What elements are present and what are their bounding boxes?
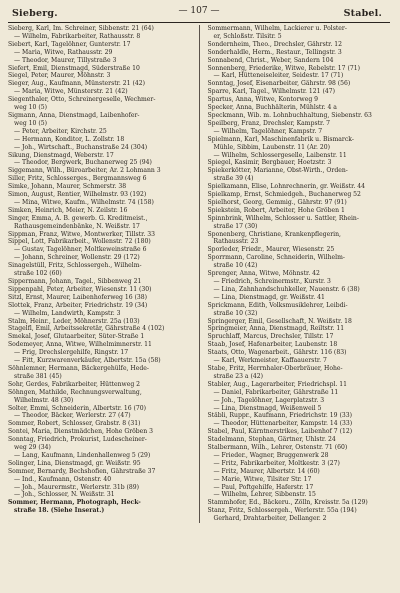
directory-entry: — Mina, Witwe, Kaufm., Wilhelmstr. 74 (158)	[14, 198, 154, 206]
directory-entry: Springerger, Emil, Gesellschaft, N. Weißstr. 18	[207, 317, 352, 325]
directory-entry: Stabel, Paul, Kärntnerstrikes, Laibenhof 7 (12)	[207, 428, 353, 436]
directory-entry: — Paul, Poftgehilfe, Haferstr. 17	[213, 483, 314, 491]
directory-entry: Rathausgemeindenbänke, N. Weißstr. 17	[14, 222, 140, 230]
header-rule	[8, 22, 390, 23]
directory-entry: Spielhorst, Georg, Gemmig., Gährstr. 97 (91)	[207, 198, 347, 206]
directory-entry: — Joh., Wirtschaft., Buchanstraße 24 (304)	[14, 143, 148, 151]
directory-entry: straße 102 (60)	[14, 270, 62, 278]
directory-entry: — Gustav, Tagelöhner, Moltkeweinstraße 6	[14, 246, 147, 254]
directory-entry: Gerhard, Drahtarbeiter, Dellanger. 2	[213, 515, 327, 523]
directory-entry: — Fitt, Kurzwarenverkäufer, Albertstr. 15a (58)	[14, 357, 161, 365]
directory-entry: Singer, Emma, A. B. gewerb. G. Kreditmeist.,	[8, 214, 148, 222]
directory-entry: Spielkamann, Elise, Lohnrechnerin, gr. Weißstr. 44	[207, 183, 365, 191]
directory-entry: Stadelmann, Stephan, Gärtner, Uhlstr. 24	[207, 436, 336, 444]
directory-entry: Spiegel, Kasimir, Bergbauer, Hoetzstr. 3	[207, 159, 332, 167]
directory-entry: Staab, Josef, Hafenarbeiter, Laubenstr. 18	[207, 341, 338, 349]
directory-entry: — Wilhelm, Fabrikarbeiter, Rathausstr. 8	[14, 32, 141, 40]
column-divider	[199, 25, 200, 523]
directory-entry: Sodemeyer, Anna, Witwe, Wilhelmimnerstr. 11	[8, 341, 152, 349]
directory-entry: — Maria, Witwe, Rathausstr. 29	[14, 48, 113, 56]
directory-entry: Sonntag, Friedrich, Prokurist, Ludescheiner-	[8, 436, 147, 444]
directory-entry: Sommermann, Wilhelm, Lackierer u. Polster-	[207, 25, 347, 32]
directory-entry: Spiekerkötter, Marianne, Obst-Wirth., Orden-	[207, 167, 348, 175]
directory-entry: Siegel, Peter, Maurer, Möhnstr. 3	[8, 72, 111, 80]
directory-entry: Sonntag, Josef, Eisenarbeiter, Gährstr. 98 (56)	[207, 80, 351, 88]
directory-entry: straße 381 (45)	[14, 372, 62, 380]
directory-entry: Sontei, Maria, Dienstmädchen, Hohe Gröben 3	[8, 428, 154, 436]
directory-entry: Solter, Emmi, Schneiderin, Albertstr. 16 (70)	[8, 404, 147, 412]
directory-entry: — Theodor, Hüttenarbeiter, Kampstr. 14 (33)	[213, 420, 353, 428]
directory-entry: Siebert, Karl, Tagelöhner, Gunterstr. 17	[8, 40, 131, 48]
directory-entry: Söhngen, Mathilde, Rechnungsverwaltung,	[8, 388, 142, 396]
directory-entry: Sporleder, Friedr., Maurer, Wiesenstr. 25	[207, 246, 335, 254]
directory-entry: — Daniel, Fabrikarbeiter, Gährstraße 11	[213, 388, 339, 396]
left-running-head: Sieberg.	[12, 8, 58, 19]
directory-entry: Söhnlemner, Hermann, Bäckergehülfe, Hede-	[8, 364, 149, 372]
directory-entry: Slottek, Franz, Arbeiter, Friedrichstr. 19 (34)	[8, 301, 148, 309]
directory-entry: Simken, Heinrich, Meier, N. Zeilstr. 16	[8, 206, 128, 214]
directory-entry: Sporrmann, Caroline, Schneiderin, Wilhelm-	[207, 254, 345, 262]
directory-entry: Stäbli, Ruppr., Kaufmann, Friedrichstr. 19 (33)	[207, 412, 352, 420]
directory-entry: — Friedrich, Schreinermstr., Kurstr. 3	[213, 278, 331, 285]
directory-entry: straße 23 a (42)	[213, 372, 264, 380]
directory-entry: Staats, Otto, Wagenarbeit., Gährstr. 116 (83)	[207, 349, 347, 357]
directory-entry: Sponenberg, Christiane, Krankenpflegerin,	[207, 230, 341, 238]
directory-entry: Spielkamp, Ernst, Schmiedgeh., Buchanerweg 52	[207, 191, 361, 199]
directory-entry: Sippenpahl, Peter, Arbeiter, Wiesenstr. 11 (30)	[8, 285, 152, 293]
page-header	[8, 6, 390, 20]
directory-entry: Simke, Johann, Maurer, Schmerstr. 38	[8, 183, 127, 191]
directory-entry: — Lina, Dienstmagd, Weißenweil 5	[213, 404, 322, 412]
directory-entry: — Wilhelm, Lehrer, Sibbenstr. 15	[213, 491, 316, 499]
directory-entry: Siggemann, Wilh., Büroarbeiter, Ar. 2 Lohmann 3	[8, 167, 161, 175]
directory-entry: — Joh., Maurermstr., Werlerstr. 31b (89)	[14, 483, 140, 491]
directory-entry: Siller, Fritz, Schlosserges., Bergmannsweg 6	[8, 175, 147, 183]
directory-entry: Wilhelmstr. 48 (30)	[14, 396, 74, 404]
directory-entry: — Peter, Arbeiter, Kirchstr. 25	[14, 127, 107, 135]
directory-entry: Rathausstr. 23	[213, 238, 259, 246]
directory-entry: Simon, August, Rentier, Wilhelmstr. 93 (192)	[8, 191, 147, 199]
directory-entry: — Theodor, Bäcker, Werlerstr. 27 (47)	[14, 412, 131, 420]
directory-entry: Solinger, Lina, Dienstmagd, gr. Weißstr. 95	[8, 459, 141, 467]
directory-entry: — Theodor, Bergwerk, Buchanerweg 25 (94)	[14, 159, 152, 167]
directory-entry: — Karl, Hütteneiseleiter, Seidestr. 17 (71)	[213, 72, 344, 80]
directory-entry: Sinagelstüll, Fritz, Schlossergeh., Wilhelm-	[8, 262, 142, 270]
directory-entry: Siefert, Emil, Dienstmagd, Süderstraße 10	[8, 64, 140, 72]
directory-entry: — Johann, Schreiner, Wollenstr. 29 (172)	[14, 254, 140, 262]
directory-entry: Sonnabend, Christ., Weber, Sandern 104	[207, 56, 334, 64]
directory-entry: Sohr, Gerdes, Fabrikarbeiter, Hüttenweg 2	[8, 380, 141, 388]
directory-entry: Stabe, Fritz, Herrnhaler-Oberbräuer, Hohe-	[207, 364, 343, 372]
directory-entry: Sprenger, Anna, Witwe, Möhnstr. 42	[207, 270, 320, 278]
left-column	[8, 25, 191, 523]
directory-entry: Stalm, Heinr., Leder, Möhnerstr. 25a (103)	[8, 317, 140, 325]
directory-entry: straße 17 (30)	[213, 222, 258, 230]
directory-entry: Specker, Anna, Buchhälterin, Mühlstr. 4 a	[207, 104, 337, 112]
directory-entry: Sonnenberg, Friederike, Witwe, Rebelstr. 17 (71)	[207, 64, 360, 72]
directory-entry: straße 10 (42)	[213, 262, 258, 270]
directory-entry: Sommer, Bernardy, Bechshofien, Gährstraße 37	[8, 467, 156, 475]
directory-entry: straße 39 (4)	[213, 175, 254, 183]
directory-entry: — Lang, Kaufmann, Lindenhallenweg 5 (29)	[14, 451, 151, 459]
directory-entry: Siegenthaler, Otto, Schreinergeselle, Wechmer-	[8, 96, 156, 104]
directory-entry: — Fritz, Maurer, Albertstr. 14 (60)	[213, 467, 320, 475]
directory-entry: Spinnbrink, Wilhelm, Schlosser u. Sattler, Rhein-	[207, 214, 359, 222]
directory-entry: — Joh., Schlosser, N. Weißstr. 31	[14, 491, 115, 499]
directory-entry: — Lina, Zahnhandschuhkeller, Nauenstr. 6 (38)	[213, 285, 360, 293]
directory-entry: Sigmann, Anna, Dienstmagd, Laibenhofer-	[8, 111, 140, 119]
directory-entry: Sommer, Hermann, Photograph, Heck-	[8, 499, 141, 507]
directory-entry: Stabler, Aug., Lagerarbeiter, Friedrichspl. 11	[207, 380, 348, 388]
directory-entry: — Ind., Kaufmann, Ostenstr. 40	[14, 475, 112, 483]
directory-entry: Sippermann, Johann, Tagel., Sibbenweg 21	[8, 278, 142, 285]
directory-entry: Sparre, Karl, Tagel., Wilhelmstr. 121 (47)	[207, 88, 336, 96]
directory-entry: — Maria, Witwe, Münsterstr. 21 (42)	[14, 88, 128, 96]
directory-entry: Stalbermann, Wilh., Lehrer, Ostenstr. 71 (60)	[207, 444, 348, 452]
directory-entry: — Wilhelm, Schlossergeselle, Laibenstr. 11	[213, 151, 347, 159]
directory-entry: Spielmann, Karl, Maschinenfabrik u. Bismarck-	[207, 135, 354, 143]
directory-entry: weg 10 (5)	[14, 104, 47, 112]
directory-entry: Sonderhaldle, Herm., Restaur., Tellingstr. 3	[207, 48, 342, 56]
directory-entry: — Frieder., Wagner, Bruggenwerk 28	[213, 451, 329, 459]
directory-entry: Spiekstein, Robert, Arbeiter, Hohe Gröben 1	[207, 206, 345, 214]
directory-entry: Sikung, Dienstmagd, Weberstr. 17	[8, 151, 114, 159]
directory-entry: — Theodor, Maurer, Tillystraße 3	[14, 56, 117, 64]
directory-entry: — Lina, Dienstmagd, gr. Weißstr. 41	[213, 293, 325, 301]
directory-entry: — Frig, Drechslergehilfe, Ringstr. 17	[14, 349, 129, 357]
directory-entry: Sippman, Franz, Witwe, Montwerker, Tillstr. 33	[8, 230, 155, 238]
directory-entry: Sitzl, Ernst, Maurer, Laibenhoferweg 16 (38)	[8, 293, 148, 301]
directory-entry: weg 29 (34)	[14, 444, 51, 452]
directory-entry: — Fritz, Fabrikarbeiter, Moltkestr. 3 (27)	[213, 459, 340, 467]
directory-entry: Sondernheim, Theo., Drechsler, Gährstr. 12	[207, 40, 343, 48]
directory-entry: Stagelfl, Emil, Arbeitssekretär, Gährstraße 4 (102)	[8, 325, 165, 333]
directory-entry: Spruchlaff, Marcus, Drechsler, Tillstr. 17	[207, 333, 334, 341]
page-number: — 107 —	[178, 6, 220, 16]
directory-entry: — Karl, Werkmeister, Kaffaauerstr. 7	[213, 357, 327, 365]
directory-entry: Mühle, Sibbim, Laubenstr. 11 (Ar. 20)	[213, 143, 330, 151]
directory-entry: Sprickmann, Edith, Volksmusiklehrer, Leibdi-	[207, 301, 348, 309]
right-running-head: Stabel.	[343, 8, 382, 19]
directory-entry: Sieger, Aug., Kaufmann, Münsterstr. 21 (42)	[8, 80, 145, 88]
directory-entry: straße 18. (Siehe Inserat.)	[14, 507, 105, 515]
directory-entry: Sippel, Lott, Fabrikarbeit., Wollenstr. 72 (180)	[8, 238, 151, 246]
directory-entry: — Wilhelm, Landwirth, Kampstr. 3	[14, 309, 121, 317]
columns	[8, 25, 390, 523]
directory-entry: Sommer, Robert, Schlosser, Grabstr. 8 (31)	[8, 420, 141, 428]
directory-entry: — Marie, Witwe, Tilsiter Str. 17	[213, 475, 312, 483]
directory-entry: Stanz, Fritz, Schlossergeh., Werlerstr. 55a (194)	[207, 507, 357, 515]
directory-entry: straße 10 (32)	[213, 309, 258, 317]
directory-entry: Speilberg, Franz, Drechsler, Kampstr. 7	[207, 119, 331, 127]
directory-entry: Sieberg, Karl, Im. Schreiner, Sibbenstr. 21 (64)	[8, 25, 154, 32]
directory-entry: — Wilhelm, Tagelöhner, Kampstr. 7	[213, 127, 323, 135]
directory-entry: Springmeier, Anna, Dienstmagd, Reiltstr. 11	[207, 325, 345, 333]
directory-entry: — Hermann, Konditor, L. Zollstr. 18	[14, 135, 125, 143]
directory-entry: Spartus, Anna, Witwe, Kontorweg 9	[207, 96, 319, 104]
directory-entry: Stammhofer, Ed., Bäckeru., Zölln, Kreisstr. 5a (129)	[207, 499, 368, 507]
directory-entry: er, Schloßstr. Tilsitr. 5	[213, 32, 282, 40]
directory-entry: weg 10 (5)	[14, 119, 47, 127]
right-column	[208, 25, 391, 523]
directory-entry: Speckmann, Wib. m. Lohnbuchhaltung, Siebenstr. 63	[207, 111, 372, 119]
directory-entry: Smekal, Josef, Glutaarbeiter, Süter-Straße 1	[8, 333, 145, 341]
directory-entry: — Joh., Tagelöhner, Lagerplatzstr. 3	[213, 396, 325, 404]
